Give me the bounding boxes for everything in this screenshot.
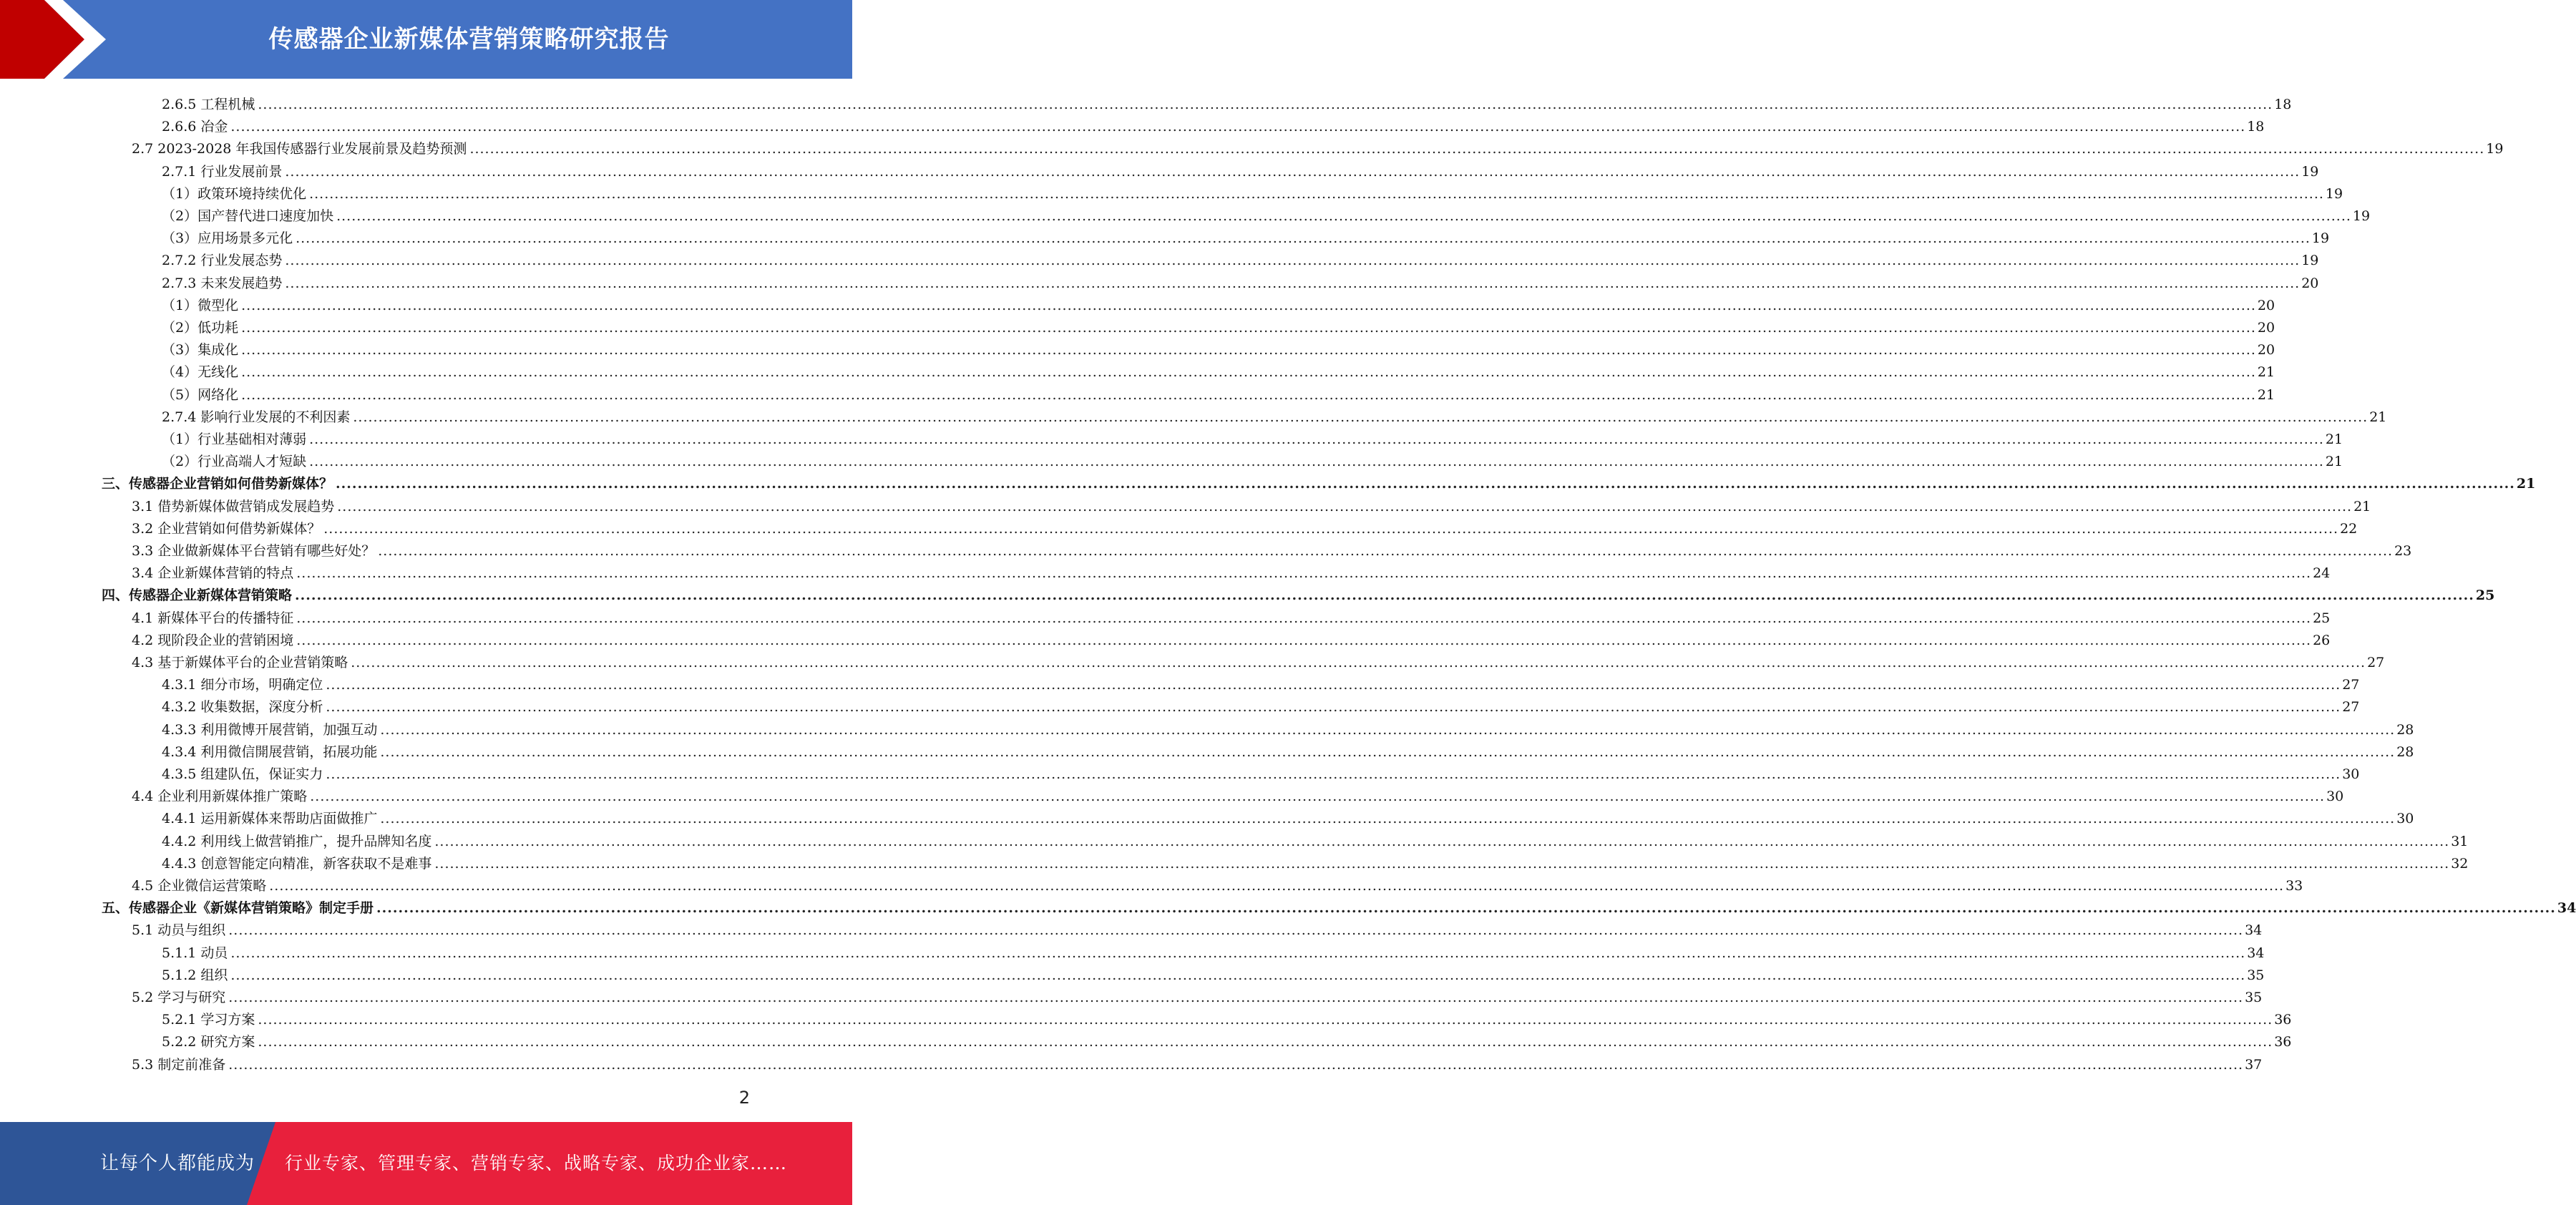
toc-entry-label: 4.3 基于新媒体平台的企业营销策略 [132,655,348,670]
toc-entry[interactable] [162,358,2275,381]
toc-entry-page: 36 [2274,1034,2292,1050]
header-chevron-icon [0,0,114,79]
toc-entry-label: 2.7.3 未来发展趋势 [162,275,283,291]
toc-entry-label: 4.1 新媒体平台的传播特征 [132,610,294,626]
toc-entry-page: 20 [2257,297,2275,313]
toc-leader-dots: ................................................................................................................................................................................................................................................................................................................................................................................................................ [296,230,2311,247]
toc-entry[interactable] [162,738,2414,760]
toc-entry-label: 2.6.6 冶金 [162,119,228,135]
toc-entry-page: 21 [2325,454,2343,470]
toc-entry-label: 2.7 2023-2028 年我国传感器行业发展前景及趋势预测 [132,141,467,157]
toc-entry-label: 5.1 动员与组织 [132,922,226,939]
toc-entry-page: 18 [2247,119,2265,135]
toc-entry-label: 5.1.1 动员 [162,945,228,961]
toc-entry-page: 31 [2451,833,2469,849]
toc-leader-dots: ................................................................................................................................................................................................................................................................................................................................................................................................................ [258,1012,2273,1028]
toc-entry-page: 21 [2257,386,2275,403]
toc-leader-dots: ................................................................................................................................................................................................................................................................................................................................................................................................................ [295,587,2474,604]
toc-entry[interactable] [162,961,2265,983]
toc-entry-page: 28 [2396,721,2414,738]
toc-leader-dots: ................................................................................................................................................................................................................................................................................................................................................................................................................ [228,922,2244,939]
toc-entry[interactable] [162,157,2319,180]
report-title: 传感器企业新媒体营销策略研究报告 [268,25,670,54]
toc-entry-page: 21 [2516,476,2536,492]
toc-entry[interactable] [162,827,2469,849]
toc-entry-label: 五、传感器企业《新媒体营销策略》制定手册 [102,900,374,917]
toc-leader-dots: ................................................................................................................................................................................................................................................................................................................................................................................................................ [326,699,2341,716]
toc-entry-label: 4.4 企业利用新媒体推广策略 [132,789,308,805]
toc-entry-page: 37 [2245,1056,2263,1073]
toc-entry-page: 34 [2247,945,2265,961]
toc-entry-page: 35 [2245,990,2263,1005]
toc-leader-dots: ................................................................................................................................................................................................................................................................................................................................................................................................................ [285,163,2301,180]
toc-entry[interactable] [132,872,2303,894]
toc-entry-label: 2.7.4 影响行业发展的不利因素 [162,409,351,425]
toc-entry-label: 4.5 企业微信运营策略 [132,878,267,894]
toc-entry[interactable] [162,313,2275,336]
toc-entry-page: 25 [2475,587,2495,604]
toc-entry-label: （2）低功耗 [162,320,239,336]
toc-entry-page: 18 [2274,97,2292,112]
toc-entry-page: 34 [2245,922,2263,939]
toc-entry-label: （5）网络化 [162,386,239,403]
toc-entry-label: 2.7.1 行业发展前景 [162,163,283,180]
toc-leader-dots: ................................................................................................................................................................................................................................................................................................................................................................................................................ [323,520,2339,537]
toc-leader-dots: ................................................................................................................................................................................................................................................................................................................................................................................................................ [241,297,2256,313]
toc-entry-label: 5.2.2 研究方案 [162,1034,255,1050]
toc-entry-page: 30 [2342,766,2360,782]
toc-entry-page: 19 [2325,185,2343,202]
toc-entry-page: 20 [2257,342,2275,358]
toc-leader-dots: ................................................................................................................................................................................................................................................................................................................................................................................................................ [296,565,2312,582]
toc-leader-dots: ................................................................................................................................................................................................................................................................................................................................................................................................................ [230,945,2246,961]
toc-entry-page: 19 [2301,163,2319,180]
page-footer [0,1122,852,1205]
toc-leader-dots: ................................................................................................................................................................................................................................................................................................................................................................................................................ [353,409,2368,425]
toc-leader-dots: ................................................................................................................................................................................................................................................................................................................................................................................................................ [434,833,2450,849]
toc-entry[interactable] [132,514,2358,537]
toc-leader-dots: ................................................................................................................................................................................................................................................................................................................................................................................................................ [380,721,2396,738]
toc-entry[interactable] [162,693,2360,716]
toc-leader-dots: ................................................................................................................................................................................................................................................................................................................................................................................................................ [230,119,2246,135]
toc-entry-page: 26 [2313,632,2331,648]
toc-entry-label: 5.1.2 组织 [162,967,228,983]
toc-entry-label: （1）政策环境持续优化 [162,185,307,202]
toc-entry[interactable] [162,202,2371,224]
toc-leader-dots: ................................................................................................................................................................................................................................................................................................................................................................................................................ [380,811,2396,827]
toc-entry-label: 4.3.3 利用微博开展营销，加强互动 [162,721,378,738]
toc-entry-page: 21 [2257,364,2275,381]
toc-entry-label: 5.2.1 学习方案 [162,1012,255,1028]
toc-entry-label: 5.2 学习与研究 [132,990,226,1005]
toc-entry[interactable] [162,336,2275,358]
toc-entry-page: 33 [2285,878,2303,894]
toc-entry-page: 19 [2311,230,2330,247]
toc-entry[interactable] [132,648,2385,670]
toc-leader-dots: ................................................................................................................................................................................................................................................................................................................................................................................................................ [469,141,2485,157]
toc-entry-label: （1）行业基础相对薄弱 [162,431,307,447]
toc-entry[interactable] [132,604,2331,626]
toc-leader-dots: ................................................................................................................................................................................................................................................................................................................................................................................................................ [309,454,2324,470]
toc-leader-dots: ................................................................................................................................................................................................................................................................................................................................................................................................................ [241,364,2256,381]
toc-entry-page: 20 [2301,275,2319,291]
toc-leader-dots: ................................................................................................................................................................................................................................................................................................................................................................................................................ [309,185,2324,202]
toc-entry-label: 4.3.1 细分市场，明确定位 [162,677,323,693]
toc-leader-dots: ................................................................................................................................................................................................................................................................................................................................................................................................................ [376,900,2556,917]
toc-entry-page: 23 [2394,543,2412,559]
toc-entry-label: （4）无线化 [162,364,239,381]
toc-entry-page: 19 [2301,253,2319,269]
toc-entry-label: （2）行业高端人才短缺 [162,454,307,470]
toc-entry-label: 2.6.5 工程机械 [162,97,255,112]
toc-entry-label: （3）集成化 [162,342,239,358]
toc-entry-label: 四、传感器企业新媒体营销策略 [102,587,293,604]
toc-entry[interactable] [162,180,2343,202]
toc-entry[interactable] [162,1005,2292,1028]
toc-entry-page: 19 [2352,208,2371,224]
toc-entry-label: 三、传感器企业营销如何借势新媒体？ [102,476,333,492]
toc-entry[interactable] [102,469,2536,492]
toc-entry[interactable] [102,581,2495,604]
toc-leader-dots: ................................................................................................................................................................................................................................................................................................................................................................................................................ [434,855,2450,872]
toc-entry-label: （1）微型化 [162,297,239,313]
toc-entry[interactable] [162,425,2343,447]
toc-entry[interactable] [162,90,2292,112]
toc-leader-dots: ................................................................................................................................................................................................................................................................................................................................................................................................................ [296,632,2312,648]
toc-entry[interactable] [162,112,2265,135]
toc-entry[interactable] [162,246,2319,269]
toc-leader-dots: ................................................................................................................................................................................................................................................................................................................................................................................................................ [336,208,2351,224]
toc-leader-dots: ................................................................................................................................................................................................................................................................................................................................................................................................................ [285,253,2301,269]
toc-entry[interactable] [162,381,2275,403]
page-header [0,0,852,79]
toc-entry-label: （2）国产替代进口速度加快 [162,208,334,224]
toc-entry[interactable] [162,804,2414,827]
toc-entry-label: 3.3 企业做新媒体平台营销有哪些好处？ [132,543,376,559]
footer-slogan: 让每个人都能成为 [100,1153,255,1174]
page-number: 2 [738,1088,750,1108]
toc-entry[interactable] [162,760,2360,782]
toc-leader-dots: ................................................................................................................................................................................................................................................................................................................................................................................................................ [258,97,2273,112]
toc-entry-page: 21 [2353,498,2371,514]
toc-entry-page: 30 [2326,789,2344,805]
toc-entry-page: 27 [2367,655,2385,670]
toc-leader-dots: ................................................................................................................................................................................................................................................................................................................................................................................................................ [285,275,2301,291]
toc-entry[interactable] [162,447,2343,470]
toc-entry-label: 4.3.2 收集数据，深度分析 [162,699,323,716]
toc-entry-label: 2.7.2 行业发展态势 [162,253,283,269]
toc-entry[interactable] [132,1050,2263,1073]
toc-entry-page: 21 [2369,409,2387,425]
toc-leader-dots: ................................................................................................................................................................................................................................................................................................................................................................................................................ [258,1034,2273,1050]
toc-entry-page: 22 [2340,520,2358,537]
toc-entry[interactable] [162,849,2469,872]
toc-entry[interactable] [162,269,2319,291]
toc-entry-page: 20 [2257,320,2275,336]
toc-entry-label: 4.4.3 创意智能定向精准，新客获取不是难事 [162,855,432,872]
toc-entry[interactable] [162,224,2330,247]
toc-entry-page: 28 [2396,743,2414,760]
toc-leader-dots: ................................................................................................................................................................................................................................................................................................................................................................................................................ [337,498,2353,514]
footer-roles: 行业专家、管理专家、营销专家、战略专家、成功企业家…… [285,1153,788,1174]
toc-leader-dots: ................................................................................................................................................................................................................................................................................................................................................................................................................ [228,990,2244,1005]
toc-entry-label: 4.2 现阶段企业的营销困境 [132,632,294,648]
toc-entry[interactable] [132,559,2331,582]
toc-entry-label: 4.3.5 组建队伍，保证实力 [162,766,323,782]
toc-leader-dots: ................................................................................................................................................................................................................................................................................................................................................................................................................ [378,543,2394,559]
toc-leader-dots: ................................................................................................................................................................................................................................................................................................................................................................................................................ [326,677,2341,693]
toc-entry-label: 3.4 企业新媒体营销的特点 [132,565,294,582]
toc-leader-dots: ................................................................................................................................................................................................................................................................................................................................................................................................................ [241,342,2256,358]
toc-leader-dots: ................................................................................................................................................................................................................................................................................................................................................................................................................ [296,610,2312,626]
toc-leader-dots: ................................................................................................................................................................................................................................................................................................................................................................................................................ [241,386,2256,403]
toc-entry[interactable] [132,537,2412,559]
toc-entry-page: 25 [2313,610,2331,626]
toc-entry-page: 35 [2247,967,2265,983]
toc-entry-label: 5.3 制定前准备 [132,1056,226,1073]
toc-entry-label: 3.1 借势新媒体做营销成发展趋势 [132,498,335,514]
toc-entry-label: 4.4.2 利用线上做营销推广，提升品牌知名度 [162,833,432,849]
toc-entry[interactable] [102,894,2576,917]
toc-leader-dots: ................................................................................................................................................................................................................................................................................................................................................................................................................ [309,431,2324,447]
toc-leader-dots: ................................................................................................................................................................................................................................................................................................................................................................................................................ [380,743,2396,760]
toc-entry-page: 36 [2274,1012,2292,1028]
toc-entry[interactable] [132,626,2331,648]
toc-entry[interactable] [132,135,2504,157]
toc-leader-dots: ................................................................................................................................................................................................................................................................................................................................................................................................................ [351,655,2366,670]
toc-entry-label: 4.3.4 利用微信開展营销，拓展功能 [162,743,378,760]
toc-entry[interactable] [132,782,2344,805]
toc-entry[interactable] [162,670,2360,693]
toc-entry-page: 19 [2486,141,2504,157]
toc-entry[interactable] [132,983,2263,1005]
toc-entry[interactable] [162,403,2387,425]
toc-entry[interactable] [162,1028,2292,1050]
toc-leader-dots: ................................................................................................................................................................................................................................................................................................................................................................................................................ [336,476,2515,492]
toc-entry-label: （3）应用场景多元化 [162,230,293,247]
toc-leader-dots: ................................................................................................................................................................................................................................................................................................................................................................................................................ [310,789,2326,805]
toc-entry[interactable] [162,939,2265,961]
toc-entry-label: 3.2 企业营销如何借势新媒体？ [132,520,321,537]
toc-entry-label: 4.4.1 运用新媒体来帮助店面做推广 [162,811,378,827]
toc-leader-dots: ................................................................................................................................................................................................................................................................................................................................................................................................................ [230,967,2246,983]
toc-leader-dots: ................................................................................................................................................................................................................................................................................................................................................................................................................ [241,320,2256,336]
toc-leader-dots: ................................................................................................................................................................................................................................................................................................................................................................................................................ [326,766,2341,782]
toc-entry[interactable] [162,716,2414,738]
toc-entry-page: 34 [2557,900,2576,917]
toc-entry-page: 27 [2342,699,2360,716]
toc-entry[interactable] [132,492,2371,514]
toc-entry[interactable] [132,916,2263,939]
toc-entry-page: 30 [2396,811,2414,827]
toc-entry[interactable] [162,291,2275,313]
toc-entry-page: 32 [2451,855,2469,872]
toc-leader-dots: ................................................................................................................................................................................................................................................................................................................................................................................................................ [269,878,2285,894]
toc-entry-page: 21 [2325,431,2343,447]
toc-entry-page: 24 [2313,565,2331,582]
toc-leader-dots: ................................................................................................................................................................................................................................................................................................................................................................................................................ [228,1056,2244,1073]
toc-entry-page: 27 [2342,677,2360,693]
